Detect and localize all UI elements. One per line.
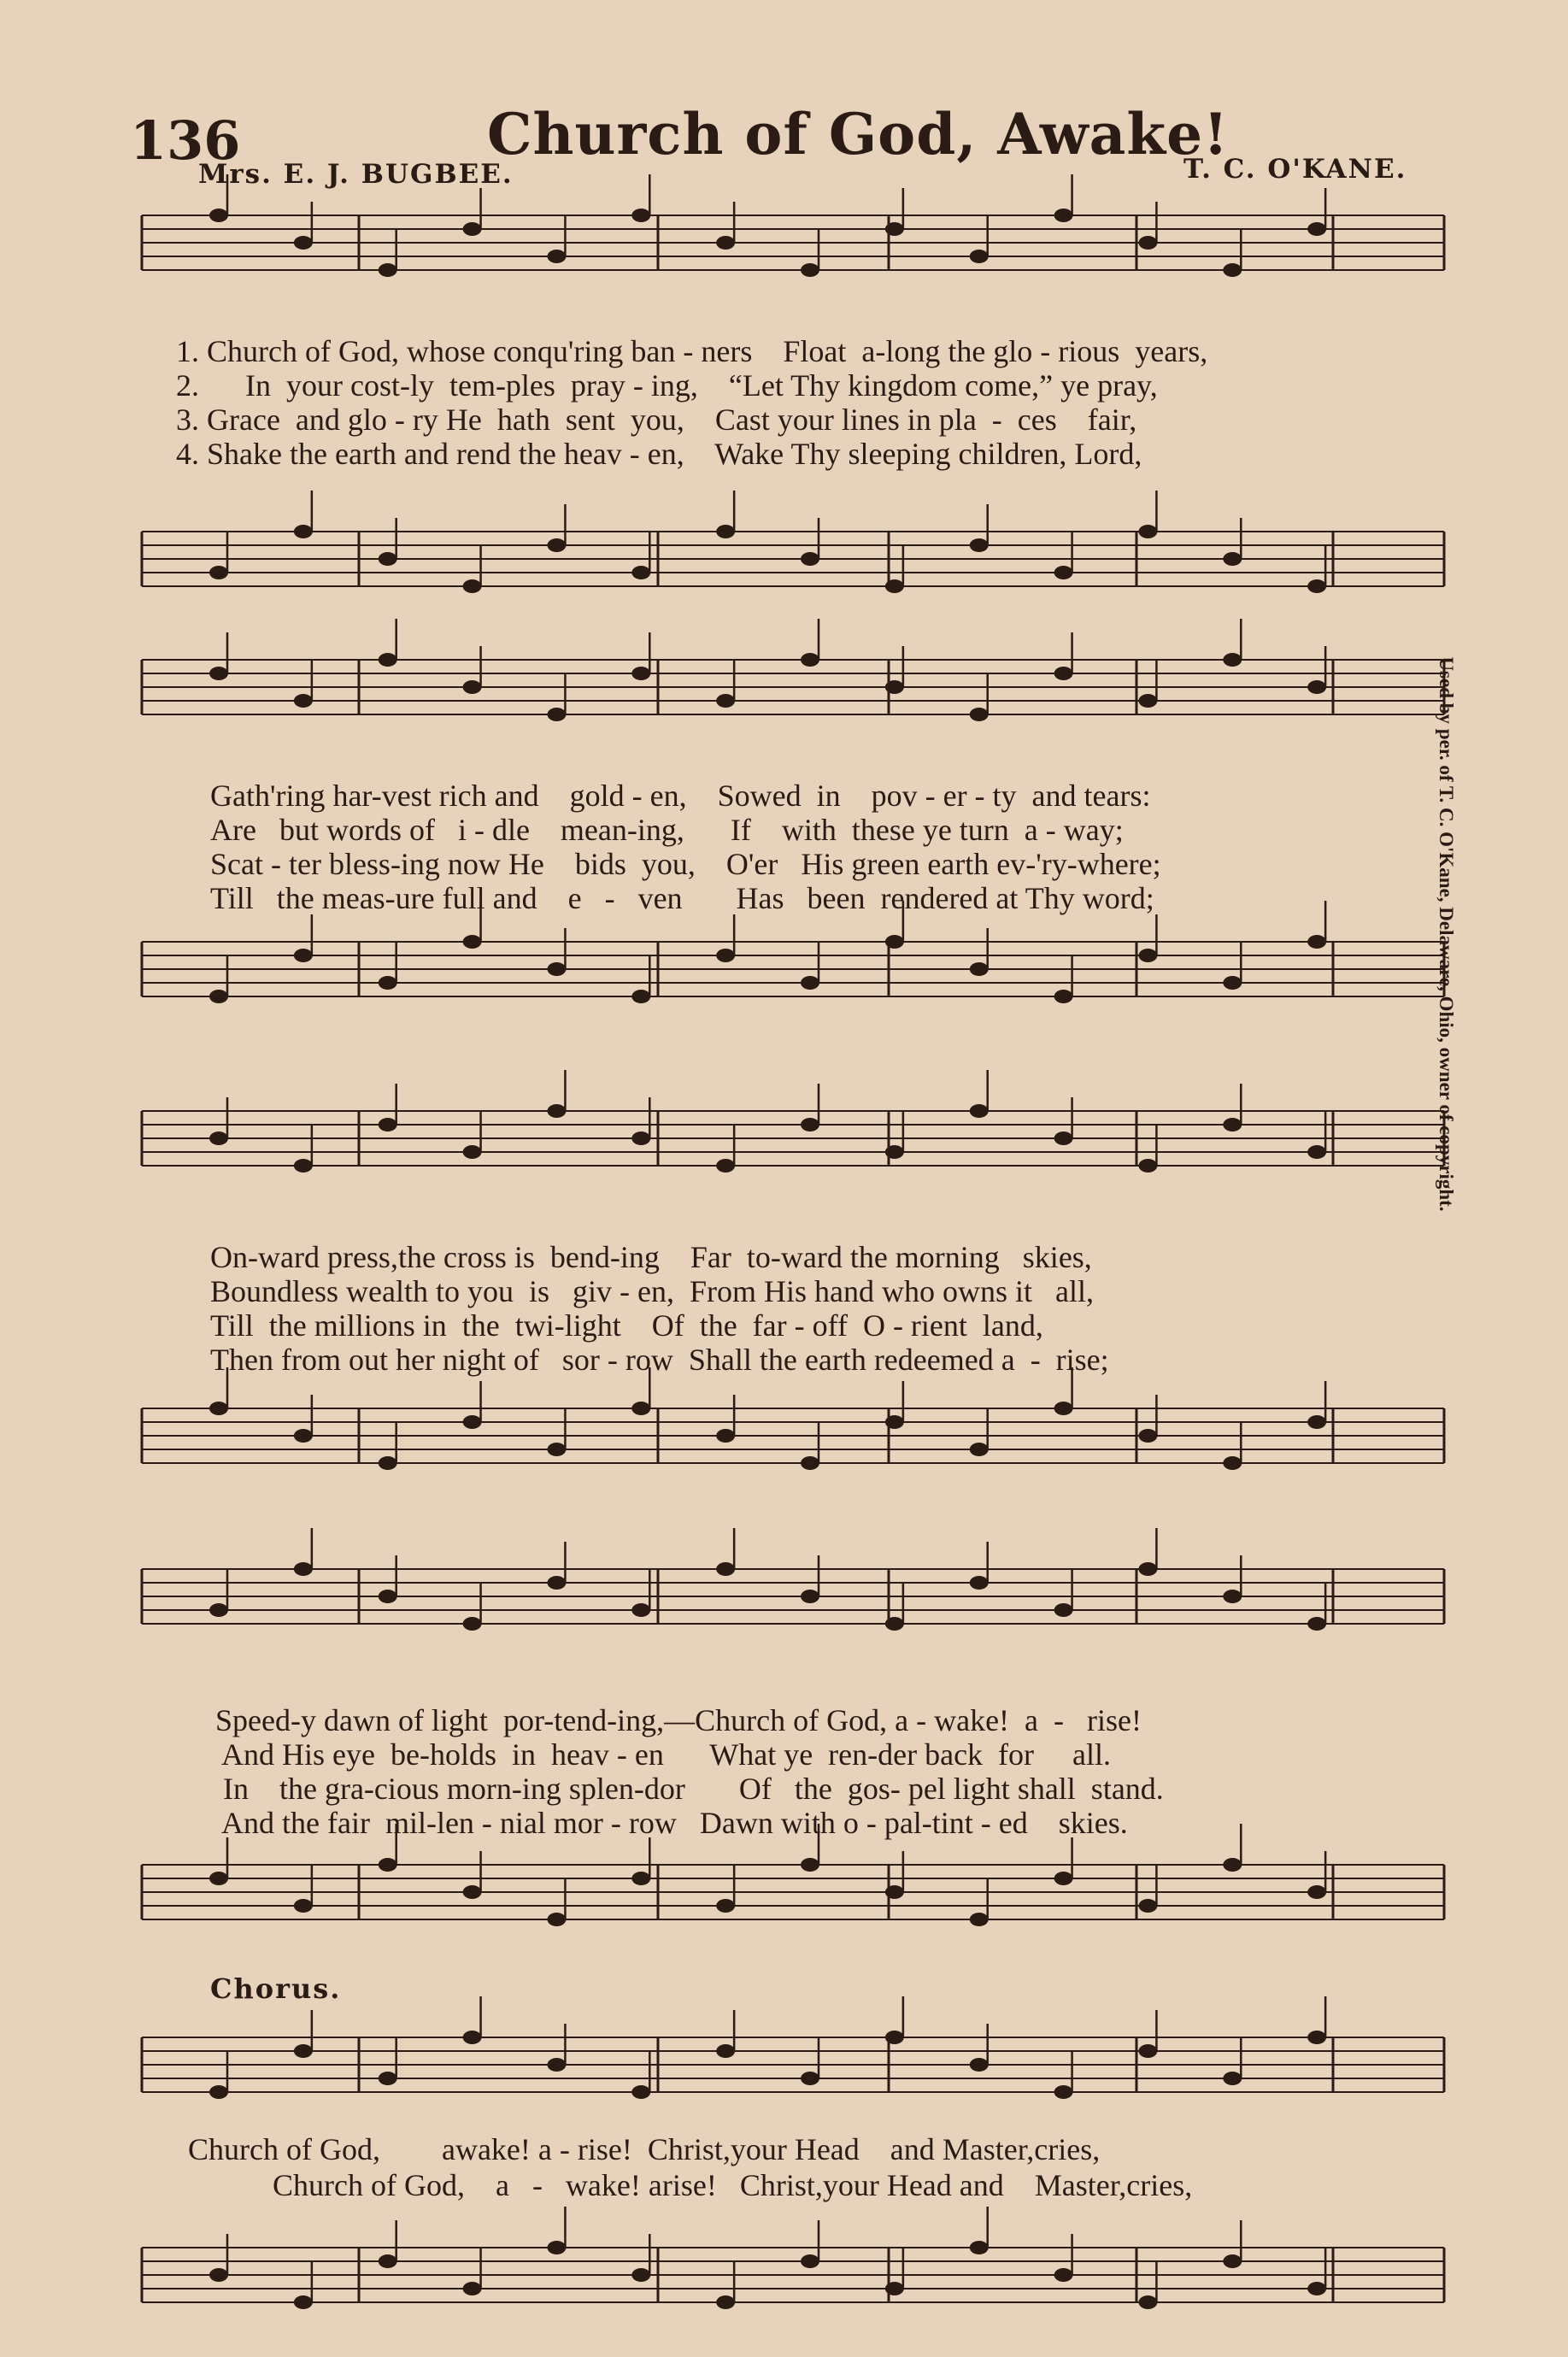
note-head	[631, 1872, 650, 1885]
note-head	[631, 1402, 650, 1415]
note-head	[379, 1858, 397, 1872]
page-number: 136	[130, 109, 241, 172]
note-head	[631, 990, 650, 1003]
hymn-title: Church of God, Awake!	[487, 101, 1230, 168]
composer-credit: T. C. O'KANE.	[1183, 154, 1407, 185]
note-head	[379, 976, 397, 990]
note-head	[970, 2241, 989, 2254]
note-head	[885, 1415, 904, 1429]
note-head	[885, 1885, 904, 1899]
note-head	[379, 263, 397, 277]
note-head	[716, 694, 735, 708]
note-head	[1138, 1899, 1157, 1913]
note-head	[716, 236, 735, 250]
lyric-line: Gath'ring har-vest rich and gold - en, Sowed in pov - er - ty and tears:	[210, 779, 1151, 813]
note-head	[1223, 1590, 1242, 1603]
note-head	[885, 680, 904, 694]
note-head	[1054, 566, 1073, 579]
note-head	[1223, 1858, 1242, 1872]
lyric-line: In the gra-cious morn-ing splen-dor Of the gos- pel light shall stand.	[215, 1772, 1164, 1806]
note-head	[294, 1562, 313, 1576]
note-head	[463, 935, 482, 949]
note-head	[801, 263, 819, 277]
note-head	[801, 552, 819, 566]
note-head	[379, 1456, 397, 1470]
note-head	[716, 2044, 735, 2058]
note-head	[1307, 680, 1326, 694]
lyric-line: Then from out her night of sor - row Shall the earth redeemed a - rise;	[210, 1343, 1109, 1377]
note-head	[1138, 525, 1157, 538]
note-head	[463, 579, 482, 593]
note-head	[294, 525, 313, 538]
note-head	[1223, 263, 1242, 277]
note-head	[970, 538, 989, 552]
note-head	[463, 1145, 482, 1159]
note-head	[885, 1145, 904, 1159]
lyric-line: 3. Grace and glo - ry He hath sent you, Cast your lines in pla - ces fair,	[176, 403, 1137, 437]
note-head	[1307, 1415, 1326, 1429]
lyric-line: Boundless wealth to you is giv - en, From His hand who owns it all,	[210, 1274, 1094, 1308]
lyric-line: Till the millions in the twi-light Of the far - off O - rient land,	[210, 1308, 1043, 1343]
note-head	[1138, 2044, 1157, 2058]
note-head	[1138, 694, 1157, 708]
note-head	[716, 1899, 735, 1913]
note-head	[209, 990, 228, 1003]
note-head	[547, 708, 566, 721]
lyric-line: 2. In your cost-ly tem-ples pray - ing, “Let Thy kingdom come,” ye pray,	[176, 368, 1158, 403]
note-head	[547, 2241, 566, 2254]
note-head	[716, 949, 735, 962]
lyric-line: Church of God, a - wake! arise! Christ,your Head and Master,cries,	[188, 2168, 1193, 2202]
lyric-line: Scat - ter bless-ing now He bids you, O'er His green earth ev-'ry-where;	[210, 847, 1161, 881]
note-head	[463, 1885, 482, 1899]
note-head	[970, 1913, 989, 1926]
note-head	[1054, 990, 1073, 1003]
note-head	[547, 538, 566, 552]
note-head	[547, 1443, 566, 1456]
note-head	[801, 976, 819, 990]
note-head	[970, 1104, 989, 1118]
note-head	[209, 2085, 228, 2099]
note-head	[1054, 2268, 1073, 2282]
note-head	[379, 2072, 397, 2085]
note-head	[294, 1899, 313, 1913]
note-head	[1307, 579, 1326, 593]
lyric-line: Church of God, awake! a - rise! Christ,your Head and Master,cries,	[188, 2132, 1101, 2166]
note-head	[547, 1576, 566, 1590]
note-head	[294, 2295, 313, 2309]
note-head	[1223, 2254, 1242, 2268]
note-head	[209, 1402, 228, 1415]
note-head	[970, 1576, 989, 1590]
note-head	[1223, 653, 1242, 667]
note-head	[885, 2282, 904, 2295]
note-head	[801, 1590, 819, 1603]
note-head	[885, 579, 904, 593]
lyric-line: And His eye be-holds in heav - en What ye ren-der back for all.	[215, 1737, 1112, 1772]
note-head	[1307, 2282, 1326, 2295]
note-head	[1223, 1118, 1242, 1131]
note-head	[294, 236, 313, 250]
note-head	[1138, 1562, 1157, 1576]
note-head	[970, 708, 989, 721]
note-head	[631, 667, 650, 680]
note-head	[801, 1118, 819, 1131]
note-head	[1307, 2031, 1326, 2044]
note-head	[1307, 1145, 1326, 1159]
note-head	[209, 1603, 228, 1617]
note-head	[1054, 1402, 1073, 1415]
note-head	[379, 1118, 397, 1131]
note-head	[294, 2044, 313, 2058]
note-head	[716, 1429, 735, 1443]
note-head	[885, 1617, 904, 1631]
note-head	[631, 1131, 650, 1145]
note-head	[294, 694, 313, 708]
note-head	[294, 1159, 313, 1173]
note-head	[209, 1131, 228, 1145]
lyric-line: And the fair mil-len - nial mor - row Dawn with o - pal-tint - ed skies.	[215, 1806, 1128, 1840]
note-head	[379, 1590, 397, 1603]
note-head	[801, 653, 819, 667]
note-head	[1138, 2295, 1157, 2309]
note-head	[1054, 2085, 1073, 2099]
note-head	[1054, 1872, 1073, 1885]
chorus-label: Chorus.	[210, 1972, 342, 2005]
note-head	[209, 2268, 228, 2282]
note-head	[463, 1617, 482, 1631]
note-head	[294, 949, 313, 962]
note-head	[1307, 1617, 1326, 1631]
lyric-line: Till the meas-ure full and e - ven Has been rendered at Thy word;	[210, 881, 1154, 915]
copyright-notice: Used by per. of T. C. O'Kane, Delaware, Ohio, owner of copyright.	[1436, 656, 1457, 1212]
note-head	[294, 1429, 313, 1443]
note-head	[631, 2268, 650, 2282]
note-head	[631, 2085, 650, 2099]
note-head	[631, 566, 650, 579]
note-head	[716, 1562, 735, 1576]
note-head	[463, 2282, 482, 2295]
note-head	[547, 2058, 566, 2072]
note-head	[1307, 222, 1326, 236]
note-head	[1054, 667, 1073, 680]
note-head	[379, 2254, 397, 2268]
lyric-line: Speed-y dawn of light por-tend-ing,—Church of God, a - wake! a - rise!	[215, 1703, 1142, 1737]
note-head	[1138, 1159, 1157, 1173]
note-head	[716, 1159, 735, 1173]
note-head	[716, 2295, 735, 2309]
note-head	[885, 935, 904, 949]
note-head	[547, 1913, 566, 1926]
note-head	[379, 653, 397, 667]
note-head	[1307, 1885, 1326, 1899]
lyric-line: Are but words of i - dle mean-ing, If with these ye turn a - way;	[210, 813, 1124, 847]
note-head	[801, 2072, 819, 2085]
note-head	[801, 1456, 819, 1470]
note-head	[970, 2058, 989, 2072]
note-head	[1138, 949, 1157, 962]
note-head	[209, 667, 228, 680]
note-head	[970, 250, 989, 263]
note-head	[801, 1858, 819, 1872]
note-head	[1138, 1429, 1157, 1443]
note-head	[970, 962, 989, 976]
note-head	[1307, 935, 1326, 949]
note-head	[1054, 209, 1073, 222]
note-head	[209, 566, 228, 579]
note-head	[463, 2031, 482, 2044]
note-head	[716, 525, 735, 538]
lyric-line: 4. Shake the earth and rend the heav - en, Wake Thy sleeping children, Lord,	[176, 437, 1142, 471]
note-head	[885, 2031, 904, 2044]
note-head	[801, 2254, 819, 2268]
lyric-line: 1. Church of God, whose conqu'ring ban - ners Float a-long the glo - rious years,	[176, 334, 1208, 368]
note-head	[209, 209, 228, 222]
note-head	[1138, 236, 1157, 250]
note-head	[547, 250, 566, 263]
note-head	[631, 1603, 650, 1617]
note-head	[463, 680, 482, 694]
note-head	[885, 222, 904, 236]
note-head	[970, 1443, 989, 1456]
note-head	[1223, 552, 1242, 566]
note-head	[1223, 1456, 1242, 1470]
lyric-line: On-ward press,the cross is bend-ing Far to-ward the morning skies,	[210, 1240, 1092, 1274]
note-head	[209, 1872, 228, 1885]
note-head	[631, 209, 650, 222]
note-head	[1054, 1603, 1073, 1617]
note-head	[1223, 976, 1242, 990]
note-head	[379, 552, 397, 566]
note-head	[547, 962, 566, 976]
note-head	[463, 1415, 482, 1429]
note-head	[1223, 2072, 1242, 2085]
note-head	[547, 1104, 566, 1118]
note-head	[1054, 1131, 1073, 1145]
note-head	[463, 222, 482, 236]
lyricist-credit: Mrs. E. J. BUGBEE.	[198, 159, 514, 190]
